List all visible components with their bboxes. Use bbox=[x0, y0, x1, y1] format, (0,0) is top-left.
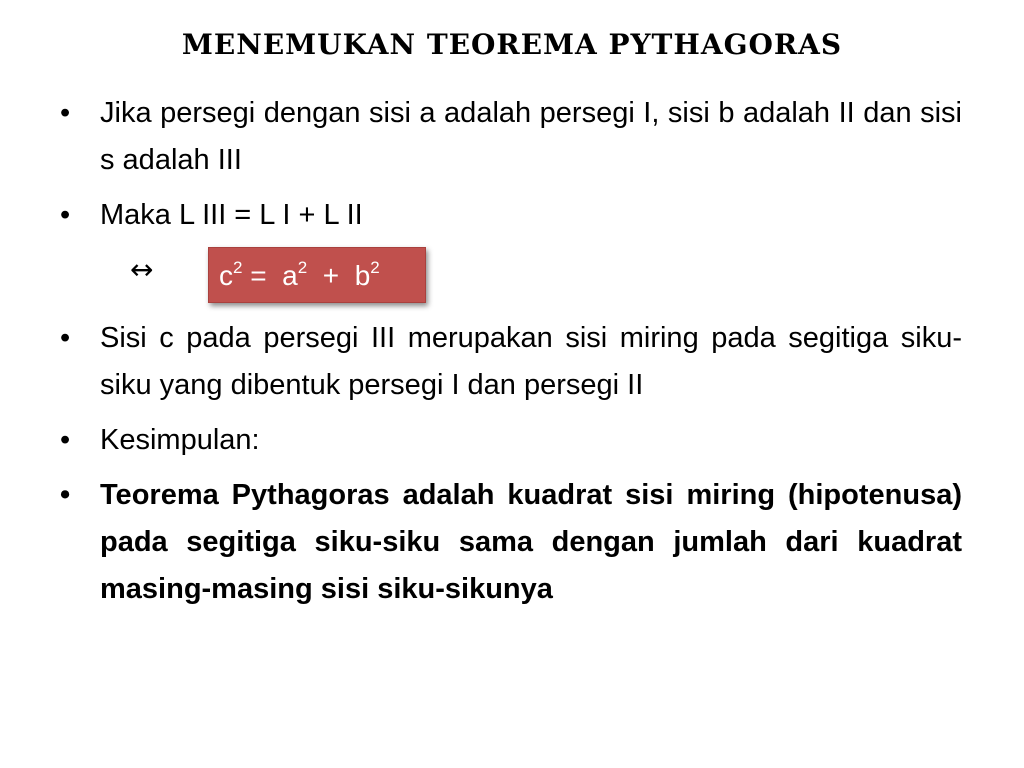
item-text: Jika persegi dengan sisi a adalah persegi I, sisi b adalah II dan sisi s adalah III bbox=[100, 97, 962, 176]
formula-b: b bbox=[354, 260, 371, 291]
list-item bbox=[60, 192, 962, 239]
list-item bbox=[60, 315, 962, 409]
formula-exponent: 2 bbox=[233, 258, 243, 277]
item-text: Kesimpulan: bbox=[100, 424, 260, 456]
formula-c: c bbox=[219, 260, 233, 291]
bullet-list bbox=[60, 90, 962, 621]
item-text: Teorema Pythagoras adalah kuadrat sisi miring (hipotenusa) pada segitiga siku-siku sama dengan jumlah dari kuadrat masing-masing sisi siku-sikunya bbox=[100, 479, 962, 605]
formula-exponent: 2 bbox=[297, 258, 308, 277]
formula-equals: = bbox=[250, 260, 267, 291]
bullet-icon: • bbox=[60, 424, 71, 456]
bullet-icon: • bbox=[60, 479, 71, 511]
list-item bbox=[60, 90, 962, 184]
pythagoras-formula bbox=[208, 247, 426, 303]
formula-exponent: 2 bbox=[370, 258, 380, 277]
item-text: Sisi c pada persegi III merupakan sisi miring pada segitiga siku-siku yang dibentuk persegi I dan persegi II bbox=[100, 322, 962, 401]
formula-a: a bbox=[282, 260, 298, 291]
double-arrow-icon: ↔ bbox=[130, 253, 154, 286]
slide-title: MENEMUKAN TEOREMA PYTHAGORAS bbox=[181, 28, 843, 61]
list-item-conclusion bbox=[60, 472, 962, 613]
bullet-icon: • bbox=[60, 199, 71, 231]
formula-plus: + bbox=[322, 260, 340, 291]
bullet-icon: • bbox=[60, 322, 71, 354]
bullet-icon: • bbox=[60, 97, 71, 129]
list-item bbox=[60, 417, 962, 464]
item-text: Maka L III = L I + L II bbox=[100, 199, 363, 231]
formula-row bbox=[60, 247, 962, 307]
